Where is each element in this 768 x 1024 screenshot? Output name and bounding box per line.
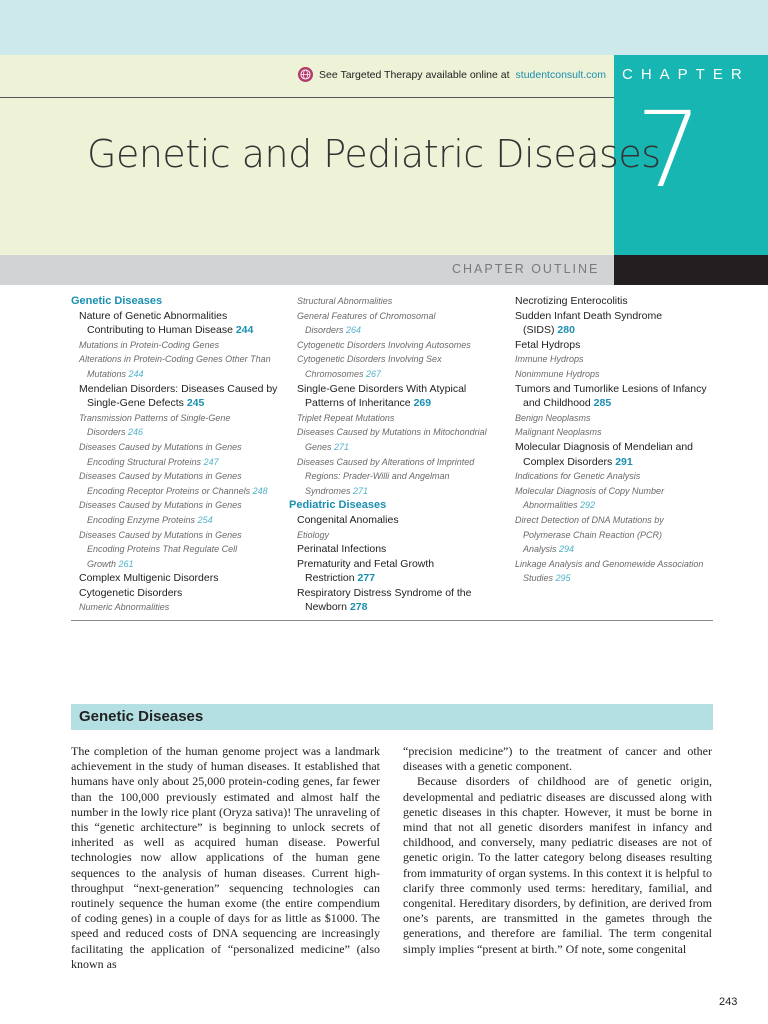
toc-entry-title: Sudden Infant Death Syndrome <box>515 309 663 322</box>
toc-entry-title: Direct Detection of DNA Mutations by <box>515 514 664 525</box>
toc-entry-continued <box>297 571 499 586</box>
toc-entry[interactable] <box>507 513 717 557</box>
toc-entry-title: Malignant Neoplasms <box>515 427 602 438</box>
toc-page-number: 285 <box>593 397 612 410</box>
toc-entry[interactable] <box>289 382 499 411</box>
outline-bar-dark <box>614 255 768 285</box>
toc-entry-title: Tumors and Tumorlike Lesions of Infancy <box>515 382 707 395</box>
toc-entry-title-cont: Syndromes <box>305 485 351 496</box>
toc-entry[interactable] <box>71 469 286 498</box>
toc-page-number: 254 <box>197 514 213 525</box>
toc-page-number: 277 <box>357 572 376 585</box>
toc-entry-title-cont: Disorders <box>305 325 344 336</box>
toc-entry[interactable] <box>71 586 286 601</box>
outline-label: CHAPTER OUTLINE <box>452 262 600 276</box>
toc-entry[interactable] <box>289 425 499 454</box>
toc-divider <box>71 620 713 621</box>
toc-page-number: 271 <box>334 441 350 452</box>
chapter-number: 7 <box>635 89 703 211</box>
toc-entry-title: Linkage Analysis and Genomewide Association <box>515 558 704 569</box>
toc-page-number: 264 <box>346 325 362 336</box>
toc-entry-continued <box>515 528 717 543</box>
toc-entry[interactable] <box>507 294 717 309</box>
toc-entry-continued <box>79 455 286 470</box>
toc-entry-title: Fetal Hydrops <box>515 338 581 351</box>
toc-page-number: 278 <box>349 601 368 614</box>
toc-entry[interactable] <box>507 367 717 382</box>
toc-entry-title: Triplet Repeat Mutations <box>297 412 395 423</box>
top-band <box>0 0 768 55</box>
section-title: Genetic Diseases <box>79 708 204 725</box>
toc-entry[interactable] <box>507 557 717 586</box>
toc-entry-continued <box>297 396 499 411</box>
toc-entry[interactable] <box>289 411 499 426</box>
toc-entry[interactable] <box>507 309 717 338</box>
toc-entry-title: Nature of Genetic Abnormalities <box>79 309 228 322</box>
toc-entry-title-cont: Studies <box>523 573 554 584</box>
toc-page-number: 261 <box>118 558 134 569</box>
toc-entry-continued <box>297 600 499 615</box>
toc-entry[interactable] <box>71 338 286 353</box>
toc-entry-title: Molecular Diagnosis of Copy Number <box>515 485 665 496</box>
toc-entry-title-cont: Chromosomes <box>305 368 364 379</box>
toc-page-number: 294 <box>559 544 575 555</box>
toc-entry[interactable] <box>507 469 717 484</box>
toc-entry-continued <box>79 425 286 440</box>
page-number: 243 <box>719 996 738 1008</box>
toc-entry[interactable] <box>289 557 499 586</box>
toc-entry-title: Congenital Anomalies <box>297 513 399 526</box>
toc-entry[interactable] <box>71 411 286 440</box>
toc-entry-title: Cytogenetic Disorders Involving Sex <box>297 354 442 365</box>
toc-page-number: 244 <box>128 368 144 379</box>
title-rule <box>0 97 614 98</box>
toc-column-1 <box>71 294 286 615</box>
toc-entry-title: Benign Neoplasms <box>515 412 591 423</box>
toc-entry-title: Diseases Caused by Mutations in Mitochondrial <box>297 427 487 438</box>
toc-page-number: 269 <box>413 397 432 410</box>
toc-entry-title-cont: Genes <box>305 441 332 452</box>
toc-entry[interactable] <box>71 600 286 615</box>
toc-entry[interactable] <box>71 382 286 411</box>
toc-entry-continued <box>297 484 499 499</box>
toc-entry-title-cont: Complex Disorders <box>523 455 613 468</box>
toc-entry[interactable] <box>507 338 717 353</box>
page-title: Genetic and Pediatric Diseases <box>87 132 661 176</box>
toc-entry[interactable] <box>71 498 286 527</box>
toc-page-number: 244 <box>235 324 254 337</box>
toc-entry-title-cont: Newborn <box>305 601 348 614</box>
body-paragraph: Because disorders of childhood are of genetic origin, developmental and pediatric diseases are discussed along with genetic diseases in this chapter. However, it must be borne in mind that not all genetic disorders manifest in infancy and childhood, and conversely, many pediatric diseases are not of genetic origin. To the latter category belong diseases resulting from immaturity of organ systems. In this context it is helpful to clarify three commonly used terms: hereditary, familial, and congenital. Hereditary disorders, by definition, are derived from one’s parents, are transmitted in the gametes through the generations, and therefore are familial. The term congenital simply implies “present at birth.” Of note, some congenital <box>403 774 712 956</box>
toc-entry-continued <box>297 323 499 338</box>
toc-entry-title: Perinatal Infections <box>297 543 387 556</box>
toc-entry[interactable] <box>289 455 499 499</box>
toc-entry-title-cont: Patterns of Inheritance <box>305 397 411 410</box>
toc-entry-title: Numeric Abnormalities <box>79 602 170 613</box>
chapter-label: CHAPTER <box>622 66 750 83</box>
body-column-right <box>403 744 712 957</box>
toc-entry-title-cont: (SIDS) <box>523 324 555 337</box>
toc-entry[interactable] <box>289 513 499 528</box>
toc-entry[interactable] <box>507 382 717 411</box>
toc-entry-title: Cytogenetic Disorders <box>79 586 183 599</box>
toc-entry[interactable] <box>289 338 499 353</box>
toc-page-number: 246 <box>128 427 144 438</box>
toc-entry[interactable] <box>289 586 499 615</box>
toc-page-number: 295 <box>555 573 571 584</box>
toc-entry-title-cont: Polymerase Chain Reaction (PCR) <box>523 529 663 540</box>
toc-entry[interactable] <box>71 440 286 469</box>
toc-entry[interactable] <box>507 440 717 469</box>
toc-entry[interactable] <box>289 542 499 557</box>
toc-entry-continued <box>515 455 717 470</box>
toc-entry-title: Prematurity and Fetal Growth <box>297 557 435 570</box>
toc-entry[interactable] <box>71 352 286 381</box>
toc-entry-title: Mutations in Protein-Coding Genes <box>79 339 220 350</box>
toc-entry-title-cont: Abnormalities <box>523 500 578 511</box>
toc-entry[interactable] <box>507 411 717 426</box>
toc-entry-continued <box>297 469 499 484</box>
toc-entry[interactable] <box>507 352 717 367</box>
toc-page-number: 248 <box>252 485 268 496</box>
toc-entry-title: Cytogenetic Disorders Involving Autosomes <box>297 339 471 350</box>
toc-entry[interactable] <box>289 352 499 381</box>
toc-entry-title: Transmission Patterns of Single-Gene <box>79 412 231 423</box>
toc-entry-title-cont: Regions: Prader-Willi and Angelman <box>305 471 450 482</box>
toc-column-3 <box>507 294 717 586</box>
toc-entry-continued <box>515 396 717 411</box>
toc-entry-continued <box>515 323 717 338</box>
toc-entry-title: Mendelian Disorders: Diseases Caused by <box>79 382 278 395</box>
toc-entry-title: Indications for Genetic Analysis <box>515 471 641 482</box>
toc-entry-title-cont: Analysis <box>523 544 557 555</box>
toc-entry-title: Immune Hydrops <box>515 354 584 365</box>
toc-entry-title-cont: Mutations <box>87 368 127 379</box>
toc-page-number: 245 <box>186 397 205 410</box>
online-link[interactable]: studentconsult.com <box>515 68 606 81</box>
toc-entry-continued <box>79 557 286 572</box>
toc-entry-title-cont: Encoding Structural Proteins <box>87 456 202 467</box>
toc-entry-title: General Features of Chromosomal <box>297 310 436 321</box>
toc-page-number: 280 <box>557 324 575 337</box>
toc-page-number: 292 <box>580 500 596 511</box>
toc-entry-continued <box>79 323 286 338</box>
toc-entry-title: Pediatric Diseases <box>289 499 387 512</box>
body-paragraph: The completion of the human genome project was a landmark achievement in the study of human diseases. It established that humans have only about 25,000 protein-coding genes, far fewer than the 100,000 previously estimated and almost half the number in the lowly rice plant (Oryza sativa)! The unraveling of this “genetic architecture” is beginning to unlock secrets of inherited as well as acquired human disease. Powerful technologies now allow applications of the human gene sequences to the analysis of human diseases. Current high-throughput “next-generation” sequencing technologies can routinely sequence the human exome (the entire compendium of coding genes) in a couple of days for as little as $1000. The speed and reduced costs of DNA sequencing are increasingly facilitating the application of “personalized medicine” (also known as <box>71 744 381 971</box>
toc-entry-continued <box>79 513 286 528</box>
toc-entry-title: Nonimmune Hydrops <box>515 368 600 379</box>
toc-entry-title-cont: and Childhood <box>523 397 591 410</box>
toc-entry-title: Diseases Caused by Mutations in Genes <box>79 529 242 540</box>
toc-page-number: 267 <box>366 368 382 379</box>
toc-entry-continued <box>79 367 286 382</box>
toc-entry-title: Alterations in Protein-Coding Genes Other Than <box>79 354 271 365</box>
toc-entry-title: Single-Gene Disorders With Atypical <box>297 382 467 395</box>
toc-entry-title-cont: Single-Gene Defects <box>87 397 184 410</box>
toc-entry-title-cont: Restriction <box>305 572 355 585</box>
toc-entry-title-cont: Contributing to Human Disease <box>87 324 233 337</box>
online-note <box>298 67 606 82</box>
toc-entry-continued <box>515 498 717 513</box>
toc-entry-continued <box>297 367 499 382</box>
toc-entry[interactable] <box>507 484 717 513</box>
toc-entry-continued <box>515 542 717 557</box>
globe-icon <box>298 67 313 82</box>
toc-entry-title: Structural Abnormalities <box>297 296 393 306</box>
toc-entry-title-cont: Growth <box>87 558 117 569</box>
toc-page-number: 247 <box>203 456 219 467</box>
toc-entry[interactable] <box>71 309 286 338</box>
toc-entry[interactable] <box>289 528 499 543</box>
toc-entry-title: Diseases Caused by Alterations of Imprinted <box>297 456 475 467</box>
toc-entry-continued <box>79 484 286 499</box>
toc-entry[interactable] <box>71 528 286 572</box>
toc-column-2 <box>289 294 499 615</box>
toc-page-number: 271 <box>353 485 369 496</box>
toc-entry-title: Complex Multigenic Disorders <box>79 572 219 585</box>
toc-entry-title: Respiratory Distress Syndrome of the <box>297 586 472 599</box>
body-column-left <box>71 744 380 972</box>
toc-entry-title-cont: Encoding Receptor Proteins or Channels <box>87 485 251 496</box>
online-note-text: See Targeted Therapy available online at <box>319 68 510 81</box>
toc-entry-title: Diseases Caused by Mutations in Genes <box>79 441 242 452</box>
toc-entry-title: Necrotizing Enterocolitis <box>515 295 628 307</box>
toc-entry[interactable] <box>71 294 286 309</box>
toc-page-number: 291 <box>615 455 633 468</box>
toc-entry-title: Molecular Diagnosis of Mendelian and <box>515 440 694 453</box>
toc-entry[interactable] <box>289 294 499 309</box>
toc-entry-continued <box>297 440 499 455</box>
body-paragraph: “precision medicine”) to the treatment of cancer and other diseases with a genetic component. <box>403 744 712 774</box>
toc-entry-title: Diseases Caused by Mutations in Genes <box>79 471 242 482</box>
toc-entry[interactable] <box>289 498 499 513</box>
toc-entry-continued <box>79 396 286 411</box>
toc-entry-continued <box>79 542 286 557</box>
toc-entry[interactable] <box>71 571 286 586</box>
toc-entry-title-cont: Encoding Proteins That Regulate Cell <box>87 544 238 555</box>
toc-entry[interactable] <box>507 425 717 440</box>
toc-entry-continued <box>515 571 717 586</box>
toc-entry-title-cont: Disorders <box>87 427 126 438</box>
toc-entry-title: Diseases Caused by Mutations in Genes <box>79 500 242 511</box>
toc-entry-title-cont: Encoding Enzyme Proteins <box>87 514 196 525</box>
toc-entry-title: Etiology <box>297 529 330 540</box>
toc-entry[interactable] <box>289 309 499 338</box>
toc-entry-title: Genetic Diseases <box>71 295 163 307</box>
